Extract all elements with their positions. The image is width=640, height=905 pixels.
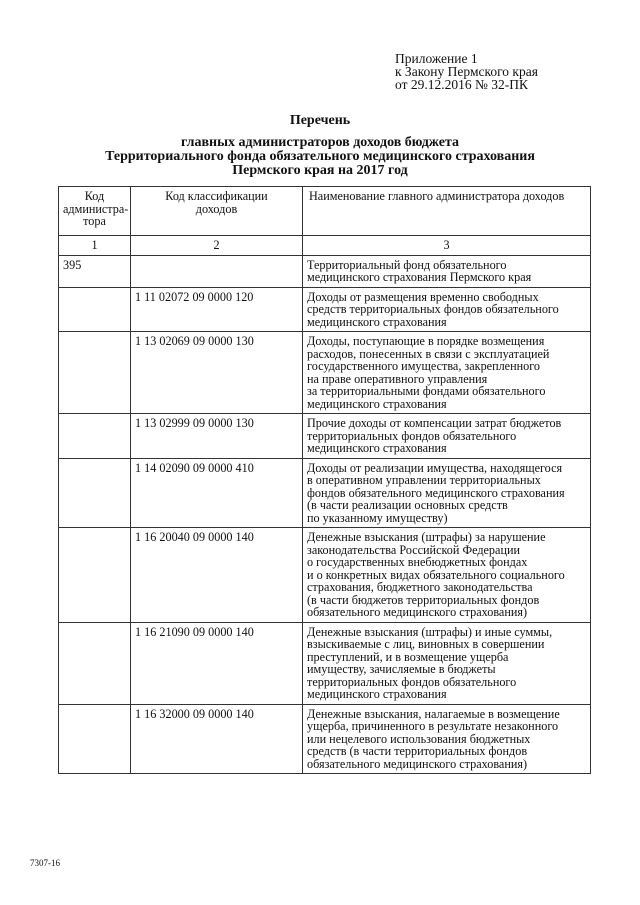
name-line: в оперативном управлении территориальных <box>307 473 541 487</box>
name-line: и о конкретных видах обязательного социального <box>307 567 565 582</box>
name-line: Доходы от размещения временно свободных <box>307 289 539 304</box>
admin-code-cell <box>59 704 131 774</box>
name-line: (в части реализации основных средств <box>307 498 508 512</box>
classification-code-cell: 1 14 02090 09 0000 410 <box>131 458 303 528</box>
name-line: обязательного медицинского страхования) <box>307 756 528 771</box>
title-line: Территориального фонда обязательного медицинского страхования <box>105 149 535 164</box>
classification-code-cell <box>131 255 303 287</box>
classification-code-cell: 1 16 21090 09 0000 140 <box>131 622 303 704</box>
name-line: Денежные взыскания, налагаемые в возмещение <box>307 706 560 721</box>
admin-code-cell <box>59 622 131 704</box>
administrator-name-cell <box>303 255 591 287</box>
name-line: по указанному имуществу) <box>307 510 448 525</box>
table-row <box>59 414 591 459</box>
name-line: Денежные взыскания (штрафы) за нарушение <box>307 530 546 544</box>
name-line: взыскиваемые с лиц, виновных в совершении <box>307 637 545 651</box>
name-line: медицинского страхования <box>307 396 447 411</box>
classification-code-cell: 1 11 02072 09 0000 120 <box>131 287 303 332</box>
classification-code-cell: 1 13 02999 09 0000 130 <box>131 414 303 459</box>
name-line: имуществу, зачисляемые в бюджеты <box>307 662 496 676</box>
footer-code: 7307-16 <box>30 858 60 868</box>
table-row <box>59 255 591 287</box>
appendix-line: от 29.12.2016 № 32-ПК <box>395 77 528 92</box>
title-line: главных администраторов доходов бюджета <box>180 135 460 150</box>
name-line: (в части бюджетов территориальных фондов <box>307 592 540 607</box>
name-line: расходов, понесенных в связи с эксплуатацией <box>307 346 550 361</box>
admin-code-cell <box>59 528 131 623</box>
name-line: территориальных фондов обязательного <box>307 674 517 689</box>
name-line: Территориальный фонд обязательного <box>307 257 507 272</box>
table-row <box>59 622 591 704</box>
header-admin-code: Код администра- тора <box>59 187 131 236</box>
name-line: средств территориальных фондов обязательного <box>307 302 559 316</box>
name-line: Денежные взыскания (штрафы) и иные суммы, <box>307 624 553 639</box>
name-line: на праве оперативного управления <box>307 371 488 386</box>
classification-code-cell: 1 13 02069 09 0000 130 <box>131 332 303 414</box>
table-body <box>59 255 591 774</box>
admin-code-cell <box>59 332 131 414</box>
table-row <box>59 287 591 332</box>
name-line: за территориальными фондами обязательного <box>307 384 546 398</box>
admin-code-cell: 395 <box>59 255 131 287</box>
table-row <box>59 458 591 528</box>
name-line: медицинского страхования Пермского края <box>307 270 532 284</box>
classification-code-cell: 1 16 20040 09 0000 140 <box>131 528 303 623</box>
admin-code-cell <box>59 458 131 528</box>
column-number: 1 <box>59 236 131 256</box>
administrator-name-cell <box>303 287 591 332</box>
column-number-row <box>59 236 591 256</box>
title-line: Пермского края на 2017 год <box>232 163 408 178</box>
administrator-name-cell <box>303 332 591 414</box>
appendix-note <box>395 52 538 91</box>
column-number: 2 <box>131 236 303 256</box>
name-line: Прочие доходы от компенсации затрат бюджетов <box>307 416 562 430</box>
name-line: Доходы, поступающие в порядке возмещения <box>307 334 545 348</box>
name-line: медицинского страхования <box>307 441 447 455</box>
name-line: или нецелевого использования бюджетных <box>307 731 531 746</box>
name-line: страхования, бюджетного законодательства <box>307 580 533 594</box>
administrators-table <box>58 186 591 774</box>
name-line: средств (в части территориальных фондов <box>307 744 528 758</box>
document-title <box>0 114 640 178</box>
table-row <box>59 528 591 623</box>
table-header-row <box>59 187 591 236</box>
appendix-line: к Закону Пермского края <box>395 64 538 79</box>
name-line: медицинского страхования <box>307 314 447 329</box>
table-row <box>59 704 591 774</box>
name-line: преступлений, и в возмещение ущерба <box>307 649 509 664</box>
administrator-name-cell <box>303 622 591 704</box>
administrator-name-cell <box>303 704 591 774</box>
administrator-name-cell <box>303 414 591 459</box>
name-line: Доходы от реализации имущества, находящегося <box>307 460 563 475</box>
name-line: обязательного медицинского страхования) <box>307 605 528 619</box>
name-line: государственного имущества, закрепленного <box>307 359 541 373</box>
appendix-line: Приложение 1 <box>395 51 478 66</box>
administrator-name-cell <box>303 458 591 528</box>
name-line: территориальных фондов обязательного <box>307 428 517 443</box>
column-number: 3 <box>303 236 591 256</box>
administrator-name-cell <box>303 528 591 623</box>
admin-code-cell <box>59 287 131 332</box>
title-heading: Перечень <box>289 113 351 128</box>
name-line: законодательства Российской Федерации <box>307 542 521 557</box>
name-line: о государственных внебюджетных фондах <box>307 555 528 569</box>
name-line: ущерба, причиненного в результате незаконного <box>307 719 559 733</box>
classification-code-cell: 1 16 32000 09 0000 140 <box>131 704 303 774</box>
name-line: фондов обязательного медицинского страхования <box>307 485 565 500</box>
header-name: Наименование главного администратора доходов <box>303 187 591 236</box>
table-row <box>59 332 591 414</box>
header-class-code: Код классификации доходов <box>131 187 303 236</box>
name-line: медицинского страхования <box>307 687 447 701</box>
admin-code-cell <box>59 414 131 459</box>
